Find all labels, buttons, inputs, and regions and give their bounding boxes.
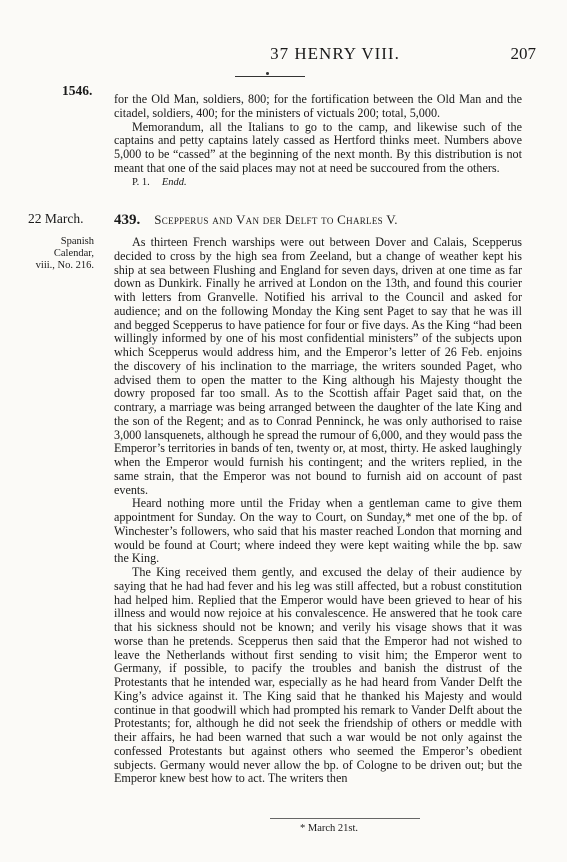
memorandum-paragraph: Memorandum, all the Italians to go to the camp, and likewise such of the captains and petty captains lately cassed as Hertford thinks meet. Numbers above 5,000 to be “cassed” at the beginning of the next month. By this distribution is not meant that one of the said places may not at need be succoured from the others. (114, 119, 522, 175)
header-rule (235, 76, 305, 77)
margin-source-reference: Spanish Calendar, viii., No. 216. (35, 236, 94, 271)
previous-entry-paragraph: for the Old Man, soldiers, 800; for the fortification between the Old Man and the citadel, soldiers, 400; for the ministers of victuals 200; total, 5,000. (114, 92, 522, 120)
previous-entry-reference (114, 176, 522, 190)
previous-entry (114, 93, 522, 189)
entry-title: Scepperus and Van der Delft to Charles V. (154, 212, 398, 227)
margin-year: 1546. (62, 83, 93, 98)
margin-entry-date: 22 March. (28, 211, 84, 226)
entry-number: 439. (114, 212, 141, 228)
footnote: * March 21st. (300, 823, 359, 834)
page-number: 207 (510, 44, 536, 63)
entry-paragraph-2: Heard nothing more until the Friday when a gentleman came to give them appointment for Sunday. On the way to Court, on Sunday,* met one of the bp. of Winchester’s followers, who said that his master reached London that morning and would be found at Court; where indeed they were kept waiting while the bp. saw the King. (114, 496, 522, 566)
page-count: P. 1. (132, 176, 150, 188)
header-rule-ornament (266, 72, 269, 75)
footnote-rule (270, 818, 420, 819)
entry-body (114, 236, 522, 786)
entry-paragraph-1: As thirteen French warships were out between Dover and Calais, Scepperus decided to cross by the high sea from Zeeland, but a change of weather kept his ship at sea between Flushing and England for seven days, driven at one time as far down as Dunkirk. Finally he arrived at London on the 13th, and found this courier with letters from Granvelle. Notified his arrival to the Council and asked for audience; and on the following Monday the King sent Paget to say that he was ill and begged Scepperus to have patience for four or five days. As the King “had been willingly informed by one of his most confidential ministers” of the subjects upon which Scepperus would address him, and the Emperor’s letter of 26 Feb. enjoins the discovery of his inclination to the marriage, the writers sounded Paget, who advised them to open the matter to the King although his Majesty thought the dowry proposed far too small. As to the Scottish affair Paget said that, on the contrary, a marriage was being arranged between the daughter of the late King and the son of the Regent; and as to Conrad Penninck, he was only authorised to raise 3,000 lansquenets, although he spread the rumour of 6,000, and they would pass the Emperor’s territories in bands of ten, twenty or, at most, thirty. He asked laughingly when the Emperor would furnish his contingent; and the writers replied, in the same strain, that the Emperor was not bound to furnish aid on account of past events. (114, 235, 522, 497)
endorsed-note: Endd. (161, 176, 187, 188)
running-title: 37 HENRY VIII. (270, 44, 400, 63)
entry-paragraph-3: The King received them gently, and excused the delay of their audience by saying that he had had fever and his leg was still affected, but a robust constitution had helped him. Replied that the Emperor would have been grieved to hear of his illness and would now rejoice at his convalescence. He answered that he took care that his sickness should not be known; and verily his visage shows that it was worse than he pretends. Scepperus then said that the Emperor had not wished to leave the Netherlands without first sending to visit him; the Emperor went to Germany, if possible, to pacify the troubles and banish the distrust of the Protestants that he intended war, especially as he had heard from Vander Delft the King’s advice against it. The King said that he thanked his Majesty and would continue in that goodwill which had prompted his remark to Vander Delft about the Protestants; for, although he did not seek the friendship of others or meddle with their affairs, he had been warned that such a war would be not only against the confessed Protestants but against others who seemed the Emperor’s obedient subjects. Germany would never allow the bp. of Cologne to be driven out; but the Emperor knew best how to act. The writers then (114, 565, 522, 786)
entry-heading (114, 212, 534, 229)
running-header (230, 44, 550, 66)
